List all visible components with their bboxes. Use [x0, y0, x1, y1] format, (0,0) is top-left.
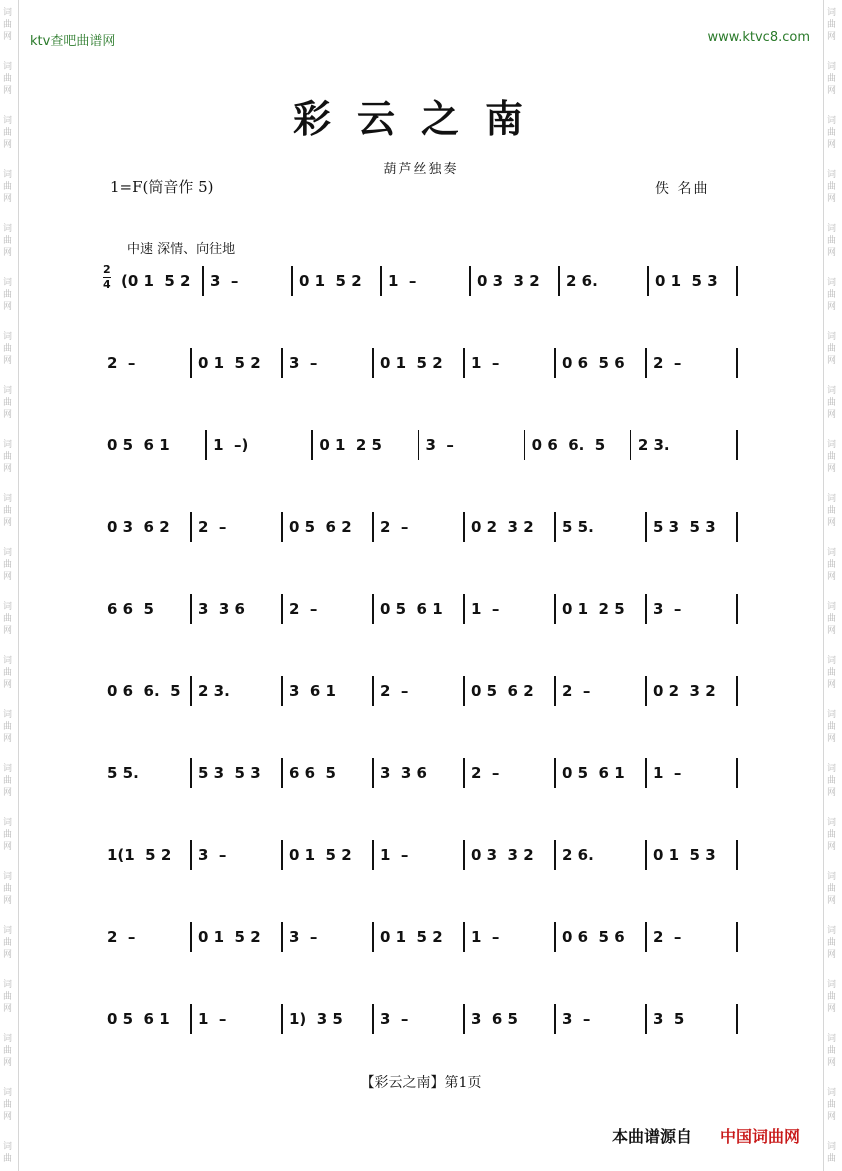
sidebar-glyph: 曲: [3, 290, 13, 300]
barline: [190, 676, 192, 706]
barline: [418, 430, 420, 460]
sidebar-glyph: 词: [3, 224, 13, 234]
barline: [736, 1004, 738, 1034]
sidebar-glyph: 曲: [827, 1046, 837, 1056]
barline: [736, 676, 738, 706]
sidebar-glyph: 网: [827, 626, 837, 636]
barline: [736, 594, 738, 624]
sidebar-glyph: 网: [3, 572, 13, 582]
measure: 0 5 6 1: [107, 1010, 170, 1028]
sidebar-glyph: 曲: [827, 830, 837, 840]
sidebar-glyph: 网: [3, 248, 13, 258]
sidebar-glyph: 词: [827, 1088, 837, 1098]
barline: [281, 594, 283, 624]
barline: [554, 840, 556, 870]
measure: 2 6.: [562, 846, 594, 864]
sidebar-glyph: 网: [827, 194, 837, 204]
measure: 0 1 5 2: [289, 846, 352, 864]
sidebar-glyph: 词: [3, 8, 13, 18]
score-line: [103, 1008, 743, 1048]
barline: [372, 840, 374, 870]
sidebar-glyph: 网: [3, 788, 13, 798]
sidebar-glyph: 曲: [3, 722, 13, 732]
sidebar-glyph: 网: [3, 32, 13, 42]
sidebar-glyph: 网: [3, 1004, 13, 1014]
sidebar-glyph: 网: [3, 1112, 13, 1122]
sidebar-glyph: 曲: [827, 992, 837, 1002]
sidebar-glyph: 词: [827, 548, 837, 558]
measure: 3 –: [289, 354, 318, 372]
measure: 3 –: [380, 1010, 409, 1028]
sidebar-glyph: 曲: [827, 74, 837, 84]
sidebar-glyph: 网: [827, 1004, 837, 1014]
barline: [558, 266, 560, 296]
song-subtitle: 葫芦丝独奏: [383, 162, 459, 177]
page-footer: 【彩云之南】第1页: [360, 1075, 482, 1091]
measure: 0 1 2 5: [319, 436, 382, 454]
barline: [554, 676, 556, 706]
barline: [190, 512, 192, 542]
sidebar-glyph: 词: [3, 62, 13, 72]
measure: 3 –: [562, 1010, 591, 1028]
sidebar-glyph: 曲: [3, 344, 13, 354]
sidebar-glyph: 词: [3, 818, 13, 828]
sidebar-glyph: 曲: [3, 776, 13, 786]
measure: 3 3 6: [198, 600, 245, 618]
measure: 0 5 6 2: [289, 518, 352, 536]
barline: [645, 1004, 647, 1034]
barline: [372, 348, 374, 378]
measure: 3 –: [198, 846, 227, 864]
sidebar-glyph: 词: [3, 386, 13, 396]
measure: 1 –: [471, 354, 500, 372]
barline: [372, 594, 374, 624]
barline: [645, 348, 647, 378]
barline: [463, 594, 465, 624]
sidebar-glyph: 词: [827, 980, 837, 990]
barline: [630, 430, 632, 460]
measure: 0 1 5 2: [299, 272, 362, 290]
barline: [463, 348, 465, 378]
sidebar-glyph: 网: [3, 680, 13, 690]
measure: 2 –: [289, 600, 318, 618]
sidebar-glyph: 词: [3, 278, 13, 288]
sidebar-glyph: 曲: [3, 560, 13, 570]
sidebar-glyph: 曲: [827, 614, 837, 624]
sidebar-glyph: 网: [3, 302, 13, 312]
barline: [281, 676, 283, 706]
sidebar-glyph: 网: [3, 194, 13, 204]
score-line: [103, 434, 743, 474]
sidebar-glyph: 词: [3, 710, 13, 720]
sidebar-glyph: 曲: [3, 236, 13, 246]
measure: 2 –: [562, 682, 591, 700]
barline: [372, 512, 374, 542]
measure: 2 –: [380, 518, 409, 536]
sidebar-glyph: 曲: [827, 344, 837, 354]
barline: [380, 266, 382, 296]
measure: 0 2 3 2: [653, 682, 716, 700]
score-line: [103, 680, 743, 720]
sidebar-glyph: 网: [3, 518, 13, 528]
barline: [372, 1004, 374, 1034]
sidebar-glyph: 网: [3, 734, 13, 744]
barline: [190, 594, 192, 624]
measure: 0 1 5 3: [653, 846, 716, 864]
measure: 1 –: [380, 846, 409, 864]
measure: 0 3 3 2: [477, 272, 540, 290]
measure: 0 1 2 5: [562, 600, 625, 618]
measure: 3 –: [210, 272, 239, 290]
measure: 3 6 1: [289, 682, 336, 700]
barline: [281, 758, 283, 788]
barline: [645, 922, 647, 952]
score-line: [103, 516, 743, 556]
sidebar-glyph: 词: [827, 872, 837, 882]
measure: 1(1 5 2: [107, 846, 172, 864]
sidebar-glyph: 词: [827, 332, 837, 342]
sidebar-glyph: 曲: [827, 668, 837, 678]
barline: [463, 758, 465, 788]
barline: [645, 512, 647, 542]
sidebar-glyph: 曲: [827, 1100, 837, 1110]
sidebar-glyph: 网: [827, 86, 837, 96]
sidebar-glyph: 曲: [3, 830, 13, 840]
barline: [281, 840, 283, 870]
measure: 2 –: [653, 928, 682, 946]
sidebar-glyph: 曲: [827, 1154, 837, 1164]
sidebar-glyph: 词: [827, 278, 837, 288]
sidebar-glyph: 网: [827, 950, 837, 960]
sidebar-glyph: 词: [3, 494, 13, 504]
barline: [463, 1004, 465, 1034]
measure: 2 –: [380, 682, 409, 700]
sidebar-glyph: 词: [827, 386, 837, 396]
sidebar-glyph: 词: [827, 818, 837, 828]
measure: 2 3.: [637, 436, 670, 454]
sidebar-glyph: 曲: [3, 1154, 13, 1164]
sidebar-glyph: 曲: [3, 452, 13, 462]
barline: [463, 840, 465, 870]
barline: [469, 266, 471, 296]
barline: [554, 758, 556, 788]
score-line: [103, 762, 743, 802]
sidebar-glyph: 曲: [827, 938, 837, 948]
sidebar-glyph: 网: [827, 248, 837, 258]
score-line: [103, 926, 743, 966]
sidebar-glyph: 词: [3, 980, 13, 990]
measure: 0 1 5 2: [198, 928, 261, 946]
measure: 0 6 5 6: [562, 928, 625, 946]
barline: [736, 840, 738, 870]
sidebar-glyph: 曲: [827, 560, 837, 570]
barline: [190, 922, 192, 952]
sidebar-glyph: 曲: [3, 74, 13, 84]
measure: 0 6 6. 5: [107, 682, 181, 700]
sidebar-glyph: 网: [3, 626, 13, 636]
sidebar-glyph: 网: [827, 734, 837, 744]
barline: [554, 594, 556, 624]
sidebar-glyph: 词: [3, 1034, 13, 1044]
measure: 0 5 6 1: [107, 436, 170, 454]
measure: 6 6 5: [107, 600, 154, 618]
score-line: [103, 598, 743, 638]
sidebar-glyph: 网: [3, 950, 13, 960]
score-line: [103, 844, 743, 884]
barline: [647, 266, 649, 296]
measure: 1) 3 5: [289, 1010, 343, 1028]
sidebar-glyph: 网: [3, 356, 13, 366]
barline: [190, 758, 192, 788]
sidebar-glyph: 网: [827, 896, 837, 906]
sidebar-glyph: 曲: [3, 506, 13, 516]
sidebar-glyph: 词: [3, 440, 13, 450]
barline: [554, 512, 556, 542]
measure: 0 5 6 1: [562, 764, 625, 782]
barline: [190, 348, 192, 378]
sidebar-glyph: 曲: [3, 128, 13, 138]
barline: [291, 266, 293, 296]
measure: 2 3.: [198, 682, 230, 700]
sidebar-glyph: 网: [3, 1058, 13, 1068]
barline: [372, 676, 374, 706]
barline: [463, 676, 465, 706]
sidebar-glyph: 网: [827, 464, 837, 474]
sidebar-glyph: 词: [3, 656, 13, 666]
measure: 0 3 6 2: [107, 518, 170, 536]
score-line: [103, 352, 743, 392]
tempo-marking: 中速 深情、向往地: [127, 242, 236, 257]
sidebar-glyph: 网: [3, 464, 13, 474]
sidebar-glyph: 词: [827, 602, 837, 612]
barline: [463, 922, 465, 952]
sidebar-glyph: 曲: [827, 722, 837, 732]
sidebar-glyph: 曲: [3, 614, 13, 624]
sidebar-glyph: 曲: [3, 20, 13, 30]
sidebar-glyph: 词: [827, 1142, 837, 1152]
measure: 2 –: [107, 354, 136, 372]
barline: [281, 512, 283, 542]
sidebar-glyph: 词: [3, 548, 13, 558]
sidebar-glyph: 词: [827, 710, 837, 720]
score-line: [103, 263, 743, 310]
sidebar-glyph: 曲: [3, 1046, 13, 1056]
measure: 5 5.: [107, 764, 139, 782]
sidebar-glyph: 词: [3, 764, 13, 774]
sidebar-glyph: 曲: [827, 182, 837, 192]
sidebar-glyph: 曲: [827, 236, 837, 246]
measure: 0 6 5 6: [562, 354, 625, 372]
measure: 1 –: [388, 272, 417, 290]
sidebar-glyph: 词: [3, 116, 13, 126]
measure: 0 3 3 2: [471, 846, 534, 864]
measure: 1 –: [471, 928, 500, 946]
sidebar-glyph: 网: [827, 1112, 837, 1122]
sidebar-glyph: 网: [827, 1058, 837, 1068]
sidebar-glyph: 网: [3, 842, 13, 852]
sidebar-glyph: 网: [3, 86, 13, 96]
barline: [645, 840, 647, 870]
sidebar-glyph: 网: [3, 140, 13, 150]
sidebar-glyph: 词: [3, 1142, 13, 1152]
measure: 2 –: [653, 354, 682, 372]
measure: 3 –: [425, 436, 454, 454]
sidebar-glyph: 词: [827, 8, 837, 18]
sidebar-glyph: 词: [827, 62, 837, 72]
source-label: 本曲谱源自: [612, 1127, 693, 1146]
measure: 6 6 5: [289, 764, 336, 782]
barline: [645, 594, 647, 624]
barline: [736, 266, 738, 296]
measure: 1 –: [471, 600, 500, 618]
sidebar-glyph: 词: [3, 602, 13, 612]
measure: 3 5: [653, 1010, 685, 1028]
sidebar-glyph: 词: [827, 926, 837, 936]
key-signature: 1=F(筒音作 5): [110, 178, 214, 196]
site-name-left[interactable]: ktv查吧曲谱网: [30, 34, 116, 49]
measure: 1 –): [213, 436, 249, 454]
sidebar-glyph: 词: [827, 1034, 837, 1044]
sidebar-glyph: 曲: [827, 884, 837, 894]
sidebar-glyph: 网: [827, 572, 837, 582]
measure: 3 6 5: [471, 1010, 518, 1028]
sidebar-glyph: 曲: [827, 776, 837, 786]
sidebar-glyph: 词: [827, 494, 837, 504]
barline: [736, 512, 738, 542]
sidebar-glyph: 词: [827, 440, 837, 450]
sidebar-glyph: 网: [827, 356, 837, 366]
sidebar-glyph: 曲: [3, 668, 13, 678]
sidebar-glyph: 曲: [3, 884, 13, 894]
sidebar-glyph: 词: [827, 224, 837, 234]
measure: 0 2 3 2: [471, 518, 534, 536]
barline: [736, 348, 738, 378]
measure: 5 3 5 3: [653, 518, 716, 536]
song-title: 彩云之南: [292, 96, 549, 141]
measure: 0 5 6 2: [471, 682, 534, 700]
measure: 2 –: [107, 928, 136, 946]
sidebar-glyph: 网: [3, 896, 13, 906]
measure: (0 1 5 2: [121, 272, 191, 290]
source-site-link[interactable]: 中国词曲网: [720, 1127, 801, 1146]
measure: 0 5 6 1: [380, 600, 443, 618]
sidebar-glyph: 曲: [3, 992, 13, 1002]
measure: 0 1 5 2: [380, 928, 443, 946]
barline: [281, 922, 283, 952]
sidebar-glyph: 词: [3, 332, 13, 342]
barline: [202, 266, 204, 296]
barline: [736, 758, 738, 788]
measure: 5 5.: [562, 518, 594, 536]
barline: [281, 348, 283, 378]
sidebar-glyph: 网: [827, 680, 837, 690]
barline: [190, 1004, 192, 1034]
sidebar-glyph: 曲: [3, 182, 13, 192]
measure: 0 1 5 2: [380, 354, 443, 372]
sidebar-glyph: 词: [3, 1088, 13, 1098]
sidebar-glyph: 网: [827, 842, 837, 852]
sidebar-glyph: 词: [3, 926, 13, 936]
sidebar-glyph: 曲: [3, 1100, 13, 1110]
barline: [311, 430, 313, 460]
sidebar-glyph: 网: [827, 410, 837, 420]
time-signature: 2 4: [103, 263, 111, 291]
barline: [372, 922, 374, 952]
sidebar-glyph: 网: [827, 302, 837, 312]
sidebar-glyph: 网: [827, 518, 837, 528]
sidebar-glyph: 曲: [3, 938, 13, 948]
sidebar-glyph: 网: [827, 140, 837, 150]
sidebar-glyph: 曲: [827, 20, 837, 30]
measure: 3 3 6: [380, 764, 427, 782]
measure: 3 –: [289, 928, 318, 946]
measure: 2 6.: [566, 272, 598, 290]
measure: 0 1 5 2: [198, 354, 261, 372]
barline: [554, 348, 556, 378]
barline: [372, 758, 374, 788]
sidebar-glyph: 词: [827, 170, 837, 180]
barline: [463, 512, 465, 542]
measure: 2 –: [198, 518, 227, 536]
barline: [645, 676, 647, 706]
sidebar-glyph: 曲: [827, 290, 837, 300]
sidebar-glyph: 词: [827, 656, 837, 666]
sidebar-glyph: 词: [3, 170, 13, 180]
sidebar-glyph: 网: [3, 410, 13, 420]
sidebar-glyph: 曲: [827, 452, 837, 462]
barline: [554, 922, 556, 952]
measure: 1 –: [198, 1010, 227, 1028]
sidebar-glyph: 词: [827, 116, 837, 126]
sidebar-glyph: 曲: [827, 398, 837, 408]
barline: [554, 1004, 556, 1034]
sidebar-glyph: 网: [827, 788, 837, 798]
measure: 5 3 5 3: [198, 764, 261, 782]
barline: [281, 1004, 283, 1034]
barline: [736, 922, 738, 952]
sidebar-glyph: 词: [827, 764, 837, 774]
barline: [524, 430, 526, 460]
site-url-right[interactable]: www.ktvc8.com: [707, 30, 810, 45]
measure: 0 6 6. 5: [531, 436, 606, 454]
sidebar-glyph: 曲: [827, 506, 837, 516]
sidebar-glyph: 词: [3, 872, 13, 882]
sidebar-glyph: 曲: [3, 398, 13, 408]
measure: 2 –: [471, 764, 500, 782]
sidebar-glyph: 网: [827, 32, 837, 42]
barline: [645, 758, 647, 788]
measure: 1 –: [653, 764, 682, 782]
measure: 3 –: [653, 600, 682, 618]
barline: [205, 430, 207, 460]
sidebar-glyph: 曲: [827, 128, 837, 138]
barline: [736, 430, 738, 460]
barline: [190, 840, 192, 870]
composer-credit: 佚 名曲: [655, 181, 710, 197]
measure: 0 1 5 3: [655, 272, 718, 290]
